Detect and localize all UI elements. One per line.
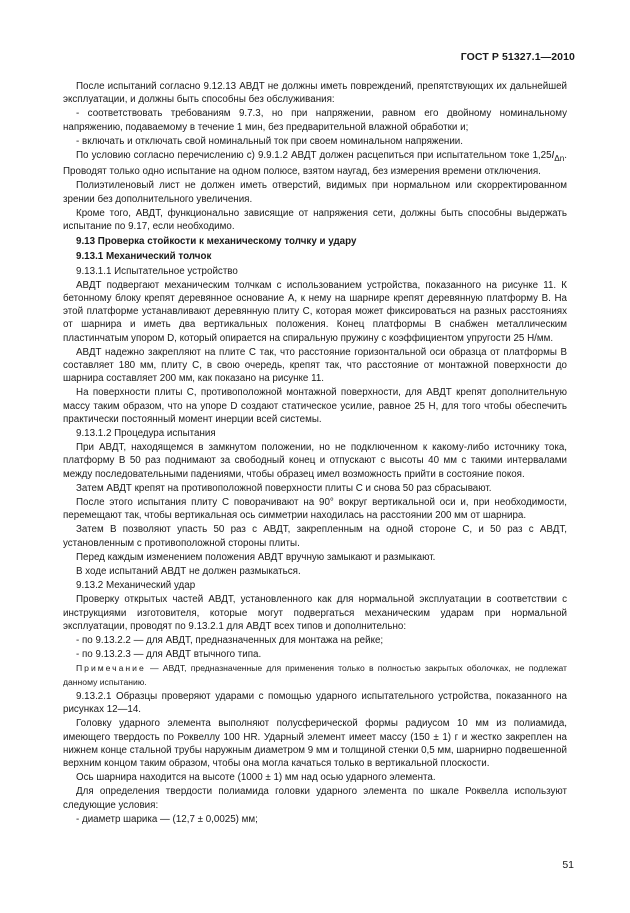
body-paragraph: - соответствовать требованиям 9.7.3, но при напряжении, равном его двойному номинальному напряжению, подаваемому в течение 1 мин, без предварительной влажной обработки и;	[63, 108, 567, 133]
section-heading: 9.13.1 Механический толчок	[76, 251, 212, 263]
body-paragraph: Ось шарнира находится на высоте (1000 ± 1) мм над осью ударного элемента.	[76, 772, 436, 784]
body-paragraph: 9.13.1.2 Процедура испытания	[76, 428, 216, 440]
body-paragraph: После испытаний согласно 9.12.13 АВДТ не должны иметь повреждений, препятствующих их дальнейшей эксплуатации, и должны быть способны без обслуживания:	[63, 81, 567, 106]
note-label: Примечание	[76, 663, 146, 674]
text-segment: По условию согласно перечислению c) 9.9.1.2 АВДТ должен расцепиться при испытательном токе 1,25	[76, 150, 552, 162]
current-subscript: Δn	[554, 153, 565, 163]
body-paragraph: Проверку открытых частей АВДТ, установленного как для нормальной эксплуатации в соответствии с инструкциями изготовителя, которые могут подвергаться механическим ударам при нормальной эксплуатации, проводят по 9.13.2.1 для АВДТ всех типов и дополнительно:	[63, 594, 567, 632]
standard-header: ГОСТ Р 51327.1—2010	[460, 51, 575, 63]
body-paragraph: Для определения твердости полиамида головки ударного элемента по шкале Роквелла используют следующие условия:	[63, 786, 567, 811]
body-paragraph	[63, 149, 567, 178]
document-body	[63, 80, 567, 827]
body-paragraph: Затем В позволяют упасть 50 раз с АВДТ, закрепленным на одной стороне С, и 50 раз с АВДТ, установленным с противоположной стороны плиты.	[63, 524, 567, 549]
body-paragraph: Кроме того, АВДТ, функционально зависящие от напряжения сети, должны быть способны выдержать испытание по 9.17, если необходимо.	[63, 207, 567, 232]
body-paragraph: АВДТ подвергают механическим толчкам с использованием устройства, показанного на рисунке 11. К бетонному блоку крепят деревянное основание А, к нему на шарнире крепят деревянную платформу В. На этой платформе устанавливают деревянную плиту С, которая может фиксироваться на разных расстояниях от шарнира и иметь два вертикальных положения. Конец платформы В снабжен металлическим пластинчатым упором D, который опирается на спиральную пружину с коэффициентом упругости 25 Н/мм.	[63, 279, 567, 344]
note-text: — АВДТ, предназначенные для применения только в полностью закрытых оболочках, не подлежат данному испытанию.	[63, 663, 567, 687]
body-paragraph: - диаметр шарика — (12,7 ± 0,0025) мм;	[76, 813, 258, 825]
page-number: 51	[562, 859, 574, 871]
body-paragraph: 9.13.2.1 Образцы проверяют ударами с помощью ударного испытательного устройства, показанного на рисунках 12—14.	[63, 690, 567, 716]
text-segment: . Проводят только одно испытание на одном полюсе, взятом наугад, без измерения времени отключения.	[63, 150, 567, 178]
body-paragraph: 9.13.1.1 Испытательное устройство	[76, 265, 238, 277]
body-paragraph: После этого испытания плиту С поворачивают на 90° вокруг вертикальной оси и, при необходимости, перемещают так, чтобы вертикальная ось симметрии находилась на расстоянии 200 мм от шарнира.	[63, 497, 567, 522]
body-paragraph: Затем АВДТ крепят на противоположной поверхности плиты С и снова 50 раз сбрасывают.	[76, 482, 492, 494]
body-paragraph: Полиэтиленовый лист не должен иметь отверстий, видимых при нормальном или скорректированном зрении без дополнительного увеличения.	[63, 180, 567, 205]
note-paragraph	[63, 662, 567, 688]
body-paragraph: 9.13.2 Механический удар	[76, 580, 196, 592]
body-paragraph: - по 9.13.2.3 — для АВДТ втычного типа.	[76, 649, 262, 661]
body-paragraph: - по 9.13.2.2 — для АВДТ, предназначенных для монтажа на рейке;	[76, 635, 384, 647]
body-paragraph: При АВДТ, находящемся в замкнутом положении, но не подключенном к какому-либо источнику тока, платформу В 50 раз поднимают за свободный конец и отпускают с высоты 40 мм с такими интервалами между последовательными падениями, чтобы образец имел возможность прийти в состояние покоя.	[63, 442, 567, 480]
body-paragraph: - включать и отключать свой номинальный ток при своем номинальном напряжении.	[76, 135, 464, 147]
body-paragraph: На поверхности плиты С, противоположной монтажной поверхности, для АВДТ крепят дополнительную массу таким образом, что на упоре D создают статическое усилие, равное 25 Н, для того чтобы обеспечить практически постоянный момент инерции всей системы.	[63, 387, 567, 425]
body-paragraph: АВДТ надежно закрепляют на плите С так, что расстояние горизонтальной оси образца от платформы В составляет 180 мм, плиту С, в свою очередь, крепят так, что расстояние от монтажной поверхности до шарнира составляет 200 мм, как показано на рисунке 11.	[63, 346, 567, 385]
body-paragraph: Головку ударного элемента выполняют полусферической формы радиусом 10 мм из полиамида, имеющего твердость по Роквеллу 100 HR. Ударный элемент имеет массу (150 ± 1) г и жестко закреплен на нижнем конце стальной трубы наружным диаметром 9 мм и толщиной стенки 0,5 мм, шарнирно подвешенной верхним концом таким образом, чтобы она могла качаться только в вертикальной плоскости.	[63, 718, 567, 769]
section-heading: 9.13 Проверка стойкости к механическому толчку и удару	[76, 236, 357, 248]
body-paragraph: Перед каждым изменением положения АВДТ вручную замыкают и размыкают.	[76, 551, 436, 563]
current-symbol: I	[551, 150, 555, 162]
body-paragraph: В ходе испытаний АВДТ не должен размыкаться.	[76, 566, 301, 578]
